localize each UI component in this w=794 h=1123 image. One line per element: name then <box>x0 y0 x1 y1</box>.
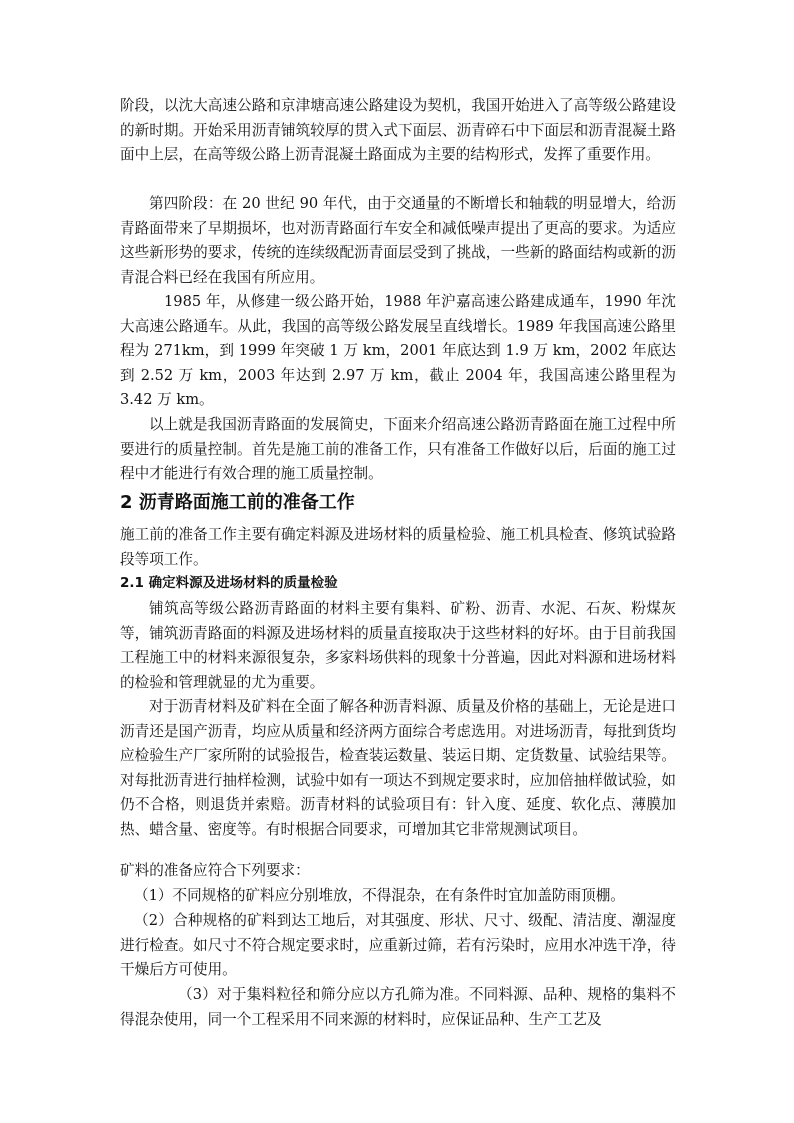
section-heading-2: 2 沥青路面施工前的准备工作 <box>120 492 355 513</box>
list-item-1: （1）不同规格的矿料应分别堆放，不得混杂，在有条件时宜加盖防雨顶棚。 <box>134 887 625 904</box>
list-item-2: （2）合种规格的矿料到达工地后，对其强度、形状、尺寸、级配、清洁度、潮湿度进行检查。如尺寸不符合规定要求时，应重新过筛，若有污染时，应用水冲选干净，待干燥后方可使用。 <box>120 912 676 979</box>
paragraph-preparation-intro: 施工前的准备工作主要有确定料源及进场材料的质量检验、施工机具检查、修筑试验路段等项工作。 <box>120 526 676 568</box>
paragraph-aggregate-requirements: 矿料的准备应符合下列要求： <box>120 862 310 879</box>
list-item-3: （3）对于集料粒径和筛分应以方孔筛为准。不同料源、品种、规格的集料不得混杂使用，同一个工程采用不同来源的材料时，应保证品种、生产工艺及 <box>120 986 676 1028</box>
subsection-heading-2-1: 2.1 确定料源及进场材料的质量检验 <box>120 575 338 591</box>
paragraph-stage-four: 第四阶段：在 20 世纪 90 年代，由于交通量的不断增长和轴载的明显增大，给沥青路面带来了早期损坏，也对沥青路面行车安全和减低噪声提出了更高的要求。为适应这些新形势的要求，传统的连续级配沥青面层受到了挑战，一些新的路面结构或新的沥青混合料已经在我国有所应用。 <box>120 195 676 286</box>
paragraph-highway-mileage: 1985 年，从修建一级公路开始，1988 年沪嘉高速公路建成通车，1990 年沈大高速公路通车。从此，我国的高等级公路发展呈直线增长。1989 年我国高速公路里程为 271km，到 1999 年突破 1 万 km，2001 年底达到 1.9 万 km，2002 年底达到 2.52 万 km，2003 年达到 2.97 万 km，截止 2004 年，我国高速公路里程为 3.42 万 km。 <box>120 293 676 409</box>
paragraph-asphalt-inspection: 对于沥青材料及矿料在全面了解各种沥青料源、质量及价格的基础上，无论是进口沥青还是国产沥青，均应从质量和经济两方面综合考虑选用。对进场沥青，每批到货均应检验生产厂家所附的试验报告，检查装运数量、装运日期、定货数量、试验结果等。对每批沥青进行抽样检测，试验中如有一项达不到规定要求时，应加倍抽样做试验，如仍不合格，则退货并索赔。沥青材料的试验项目有：针入度、延度、软化点、薄膜加热、蜡含量、密度等。有时根据合同要求，可增加其它非常规测试项目。 <box>120 698 676 838</box>
paragraph-stage-three-continued: 阶段，以沈大高速公路和京津塘高速公路建设为契机，我国开始进入了高等级公路建设的新时期。开始采用沥青铺筑较厚的贯入式下面层、沥青碎石中下面层和沥青混凝土路面中上层，在高等级公路上沥青混凝土路面成为主要的结构形式，发挥了重要作用。 <box>120 97 676 164</box>
paragraph-summary: 以上就是我国沥青路面的发展简史，下面来介绍高速公路沥青路面在施工过程中所要进行的质量控制。首先是施工前的准备工作，只有准备工作做好以后，后面的施工过程中才能进行有效合理的施工质量控制。 <box>120 416 676 483</box>
paragraph-materials: 铺筑高等级公路沥青路面的材料主要有集料、矿粉、沥青、水泥、石灰、粉煤灰等，铺筑沥青路面的料源及进场材料的质量直接取决于这些材料的好坏。由于目前我国工程施工中的材料来源很复杂，多家料场供料的现象十分普遍，因此对料源和进场材料的检验和管理就显的尤为重要。 <box>120 600 676 691</box>
